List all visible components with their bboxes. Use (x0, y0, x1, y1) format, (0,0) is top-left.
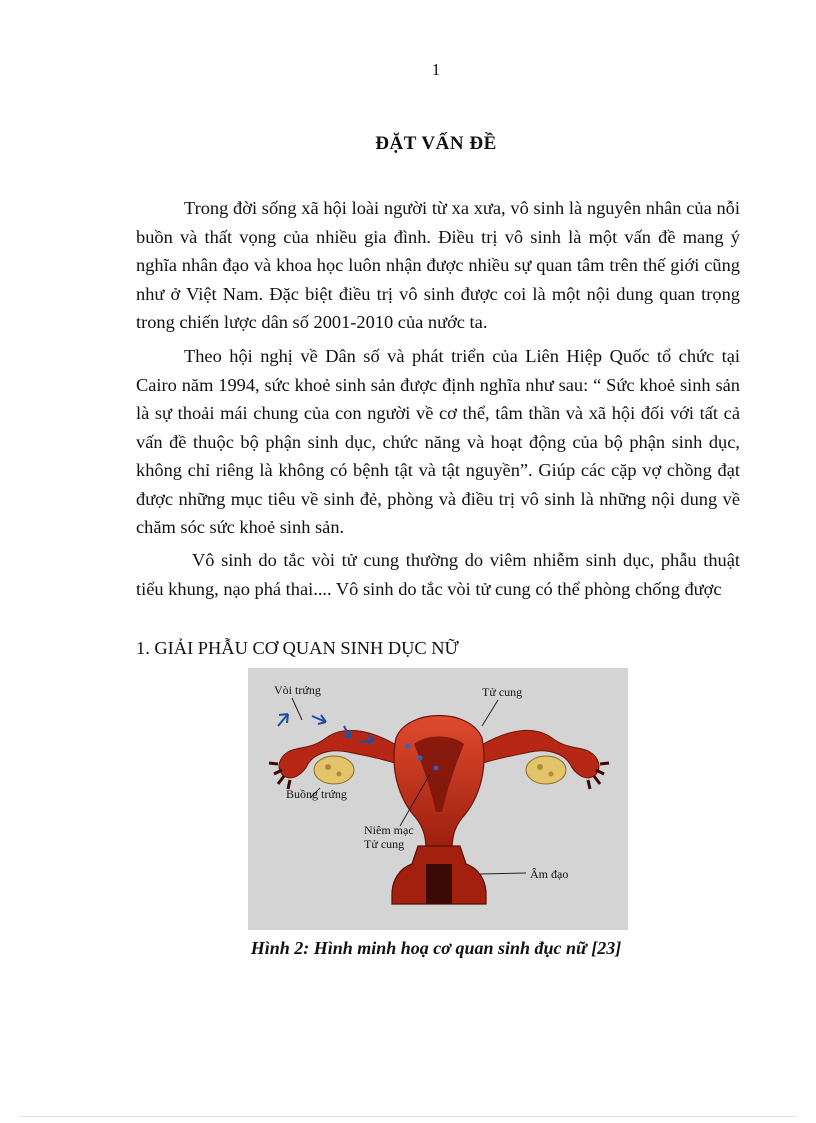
page-heading: ĐẶT VẤN ĐỀ (375, 133, 497, 154)
uterus-illustration (248, 668, 628, 930)
vagina-canal-shape (426, 864, 452, 904)
label-ovary: Buồng trứng (286, 787, 347, 801)
paragraph-intro: Trong đời sống xã hội loài người từ xa xưa, vô sinh là nguyên nhân của nỗi buồn và thất vọng của nhiều gia đình. Điều trị vô sinh là một vấn đề mang ý nghĩa nhân đạo và khoa học luôn nhận được nhiều sự quan tâm trên thế giới cũng như ở Việt Nam. Đặc biệt điều trị vô sinh được coi là một nội dung quan trọng trong chiến lược dân số 2001-2010 của nước ta. (136, 198, 740, 332)
page-bottom-divider (20, 1116, 796, 1117)
figure-caption: Hình 2: Hình minh hoạ cơ quan sinh đục nữ [23] (250, 938, 622, 958)
page-number: 1 (431, 60, 441, 79)
left-ovary-shape (314, 756, 354, 784)
label-endometrium-2: Tử cung (364, 837, 405, 851)
right-ovary-shape (526, 756, 566, 784)
flow-arrow-icon (312, 715, 326, 724)
anatomy-figure (248, 668, 628, 930)
paragraph-definition: Theo hội nghị về Dân số và phát triển của Liên Hiệp Quốc tổ chức tại Cairo năm 1994, sức khoẻ sinh sản được định nghĩa như sau: “ Sức khoẻ sinh sản là sự thoải mái chung của con người về cơ thể, tâm thần và xã hội đối với tất cả vấn đề thuộc bộ phận sinh dục, chức năng và hoạt động của bộ phận sinh dục, không chỉ riêng là không có bệnh tật và tật nguyền”. Giúp các cặp vợ chồng đạt được những mục tiêu về sinh đẻ, phòng và điều trị vô sinh là những nội dung về chăm sóc sức khoẻ sinh sản. (136, 346, 740, 537)
label-vagina: Âm đạo (530, 867, 569, 881)
section-title: 1. GIẢI PHẪU CƠ QUAN SINH DỤC NỮ (136, 638, 459, 658)
label-tube: Vòi trứng (274, 683, 321, 697)
label-uterus: Tử cung (482, 685, 523, 699)
paragraph-causes: Vô sinh do tắc vòi tử cung thường do viêm nhiễm sinh dục, phẫu thuật tiểu khung, nạo phá thai.... Vô sinh do tắc vòi tử cung có thể phòng chống được (136, 550, 740, 599)
flow-arrow-icon (278, 714, 288, 726)
label-endometrium-1: Niêm mạc (364, 823, 414, 837)
